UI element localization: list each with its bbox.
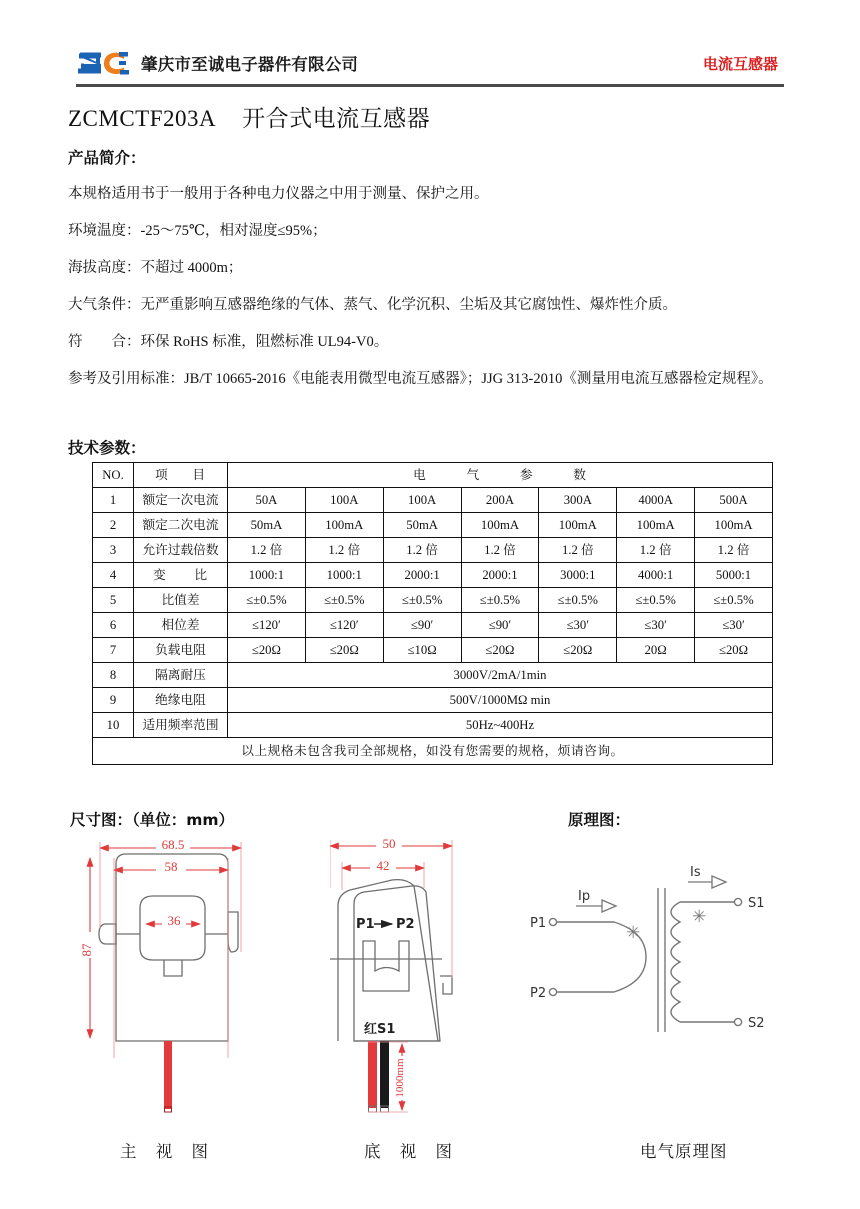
table-row	[93, 613, 773, 638]
schematic-drawing	[520, 840, 820, 1120]
spec-table-body	[93, 463, 773, 765]
row-value: 50mA	[228, 513, 306, 538]
tech-heading: 技术参数：	[68, 439, 146, 457]
standards-line: 参考及引用标准：JB/T 10665-2016《电能表用微型电流互感器》；JJG 313-2010《测量用电流互感器检定规程》。	[68, 371, 773, 387]
row-value: 3000:1	[539, 563, 617, 588]
spec-table	[92, 462, 773, 765]
table-row	[93, 563, 773, 588]
row-value-merged: 50Hz~400Hz	[228, 713, 773, 738]
intro-paragraph-1: 本规格适用书于一般用于各种电力仪器之中用于测量、保护之用。	[68, 186, 489, 202]
row-value: ≤±0.5%	[228, 588, 306, 613]
row-value: ≤90′	[383, 613, 461, 638]
row-item: 额定一次电流	[134, 488, 228, 513]
row-value: 5000:1	[695, 563, 773, 588]
row-value: ≤10Ω	[383, 638, 461, 663]
row-value: ≤30′	[695, 613, 773, 638]
row-no: 1	[93, 488, 134, 513]
row-item: 负载电阻	[134, 638, 228, 663]
row-no: 8	[93, 663, 134, 688]
front-view-drawing	[78, 828, 328, 1128]
row-value: 50mA	[383, 513, 461, 538]
page-header	[76, 42, 784, 84]
row-no: 5	[93, 588, 134, 613]
schem-label-s1: S1	[748, 896, 765, 911]
header-item: 项 目	[134, 463, 228, 488]
row-value: 4000A	[617, 488, 695, 513]
header-category: 电流互感器	[702, 54, 778, 73]
zc-logo-icon	[76, 47, 132, 79]
row-value-merged: 3000V/2mA/1min	[228, 663, 773, 688]
row-value: 100mA	[305, 513, 383, 538]
dim-height: 87	[79, 943, 94, 957]
compliance-line	[68, 329, 786, 355]
table-row	[93, 713, 773, 738]
schem-label-p1: P1	[530, 916, 547, 931]
polarity-p2: P2	[396, 917, 415, 932]
table-note: 以上规格未包含我司全部规格，如没有您需要的规格，烦请咨询。	[93, 738, 773, 765]
row-item: 隔离耐压	[134, 663, 228, 688]
header-no: NO.	[93, 463, 134, 488]
row-item: 额定二次电流	[134, 513, 228, 538]
dim-inner-width: 58	[164, 859, 178, 874]
brand	[76, 47, 358, 79]
row-value: 1.2 倍	[305, 538, 383, 563]
row-value: ≤120′	[305, 613, 383, 638]
row-value: ≤20Ω	[539, 638, 617, 663]
row-no: 3	[93, 538, 134, 563]
row-no: 6	[93, 613, 134, 638]
dim-bottom-outer-width: 50	[382, 836, 396, 851]
dim-window-width: 36	[167, 913, 181, 928]
dim-outer-width: 68.5	[161, 837, 185, 852]
table-row	[93, 538, 773, 563]
row-value: 300A	[539, 488, 617, 513]
schem-label-ip: Ip	[578, 889, 591, 904]
row-value: ≤30′	[539, 613, 617, 638]
row-value: ≤±0.5%	[383, 588, 461, 613]
schem-label-p2: P2	[530, 986, 547, 1001]
compliance-value: 环保 RoHS 标准，阻燃标准 UL94-V0。	[140, 334, 389, 350]
row-no: 4	[93, 563, 134, 588]
row-value: 4000:1	[617, 563, 695, 588]
row-value-merged: 500V/1000MΩ min	[228, 688, 773, 713]
schem-label-is: Is	[690, 865, 701, 880]
front-view-caption: 主 视 图	[120, 1142, 215, 1161]
row-value: 500A	[695, 488, 773, 513]
row-value: 1000:1	[228, 563, 306, 588]
intro-paragraph-2: 环境温度：-25～75℃，相对湿度≤95%；	[68, 223, 327, 239]
row-value: ≤90′	[461, 613, 539, 638]
row-value: 200A	[461, 488, 539, 513]
row-value: 100mA	[461, 513, 539, 538]
row-value: 1.2 倍	[695, 538, 773, 563]
row-value: 1.2 倍	[617, 538, 695, 563]
table-row	[93, 588, 773, 613]
polarity-mark-secondary-icon: ✳	[692, 907, 707, 927]
dim-bottom-inner-width: 42	[376, 858, 390, 873]
polarity-mark-primary-icon: ✳	[626, 923, 641, 943]
table-row	[93, 513, 773, 538]
row-value: 20Ω	[617, 638, 695, 663]
row-no: 7	[93, 638, 134, 663]
row-item: 允许过载倍数	[134, 538, 228, 563]
row-value: ≤±0.5%	[617, 588, 695, 613]
row-item: 比值差	[134, 588, 228, 613]
row-item: 适用频率范围	[134, 713, 228, 738]
row-value: 100A	[383, 488, 461, 513]
table-row	[93, 638, 773, 663]
table-row	[93, 688, 773, 713]
bottom-view-drawing	[330, 828, 520, 1128]
intro-heading: 产品简介：	[68, 149, 146, 167]
product-name: 开合式电流互感器	[242, 106, 431, 131]
row-value: ≤±0.5%	[539, 588, 617, 613]
header-divider	[76, 84, 784, 87]
row-no: 9	[93, 688, 134, 713]
table-row	[93, 488, 773, 513]
table-header-row	[93, 463, 773, 488]
row-value: ≤±0.5%	[305, 588, 383, 613]
model-code: ZCMCTF203A	[68, 106, 217, 131]
row-value: 2000:1	[461, 563, 539, 588]
schematic-caption: 电气原理图	[640, 1142, 728, 1161]
row-value: 100A	[305, 488, 383, 513]
intro-paragraph-3: 海拔高度：不超过 4000m；	[68, 260, 243, 276]
row-value: 1.2 倍	[383, 538, 461, 563]
row-value: ≤±0.5%	[461, 588, 539, 613]
row-value: 1000:1	[305, 563, 383, 588]
row-value: ≤30′	[617, 613, 695, 638]
row-value: 1.2 倍	[461, 538, 539, 563]
schem-label-s2: S2	[748, 1016, 765, 1031]
polarity-p1: P1	[356, 917, 375, 932]
row-value: ≤20Ω	[695, 638, 773, 663]
row-item: 相位差	[134, 613, 228, 638]
row-value: ≤20Ω	[305, 638, 383, 663]
row-value: 2000:1	[383, 563, 461, 588]
company-name: 肇庆市至诚电子器件有限公司	[141, 55, 359, 74]
wire-label-red-s1: 红S1	[364, 1022, 396, 1037]
table-note-row	[93, 738, 773, 765]
schematic-heading: 原理图：	[568, 811, 631, 829]
row-no: 10	[93, 713, 134, 738]
row-value: ≤±0.5%	[695, 588, 773, 613]
compliance-label: 符 合：	[68, 334, 141, 350]
row-no: 2	[93, 513, 134, 538]
row-value: 1.2 倍	[228, 538, 306, 563]
row-value: 50A	[228, 488, 306, 513]
row-value: 100mA	[539, 513, 617, 538]
page-title	[68, 100, 430, 133]
row-item: 绝缘电阻	[134, 688, 228, 713]
row-value: 100mA	[695, 513, 773, 538]
dim-lead-length: 1000mm	[394, 1058, 406, 1098]
intro-paragraph-4: 大气条件：无严重影响互感器绝缘的气体、蒸气、化学沉积、尘垢及其它腐蚀性、爆炸性介质。	[68, 297, 677, 313]
row-value: ≤20Ω	[228, 638, 306, 663]
dimension-heading: 尺寸图：（单位：mm）	[70, 811, 235, 829]
row-value: ≤20Ω	[461, 638, 539, 663]
row-value: ≤120′	[228, 613, 306, 638]
row-item: 变 比	[134, 563, 228, 588]
header-params: 电 气 参 数	[228, 463, 773, 488]
row-value: 100mA	[617, 513, 695, 538]
bottom-view-caption: 底 视 图	[364, 1142, 459, 1161]
row-value: 1.2 倍	[539, 538, 617, 563]
table-row	[93, 663, 773, 688]
